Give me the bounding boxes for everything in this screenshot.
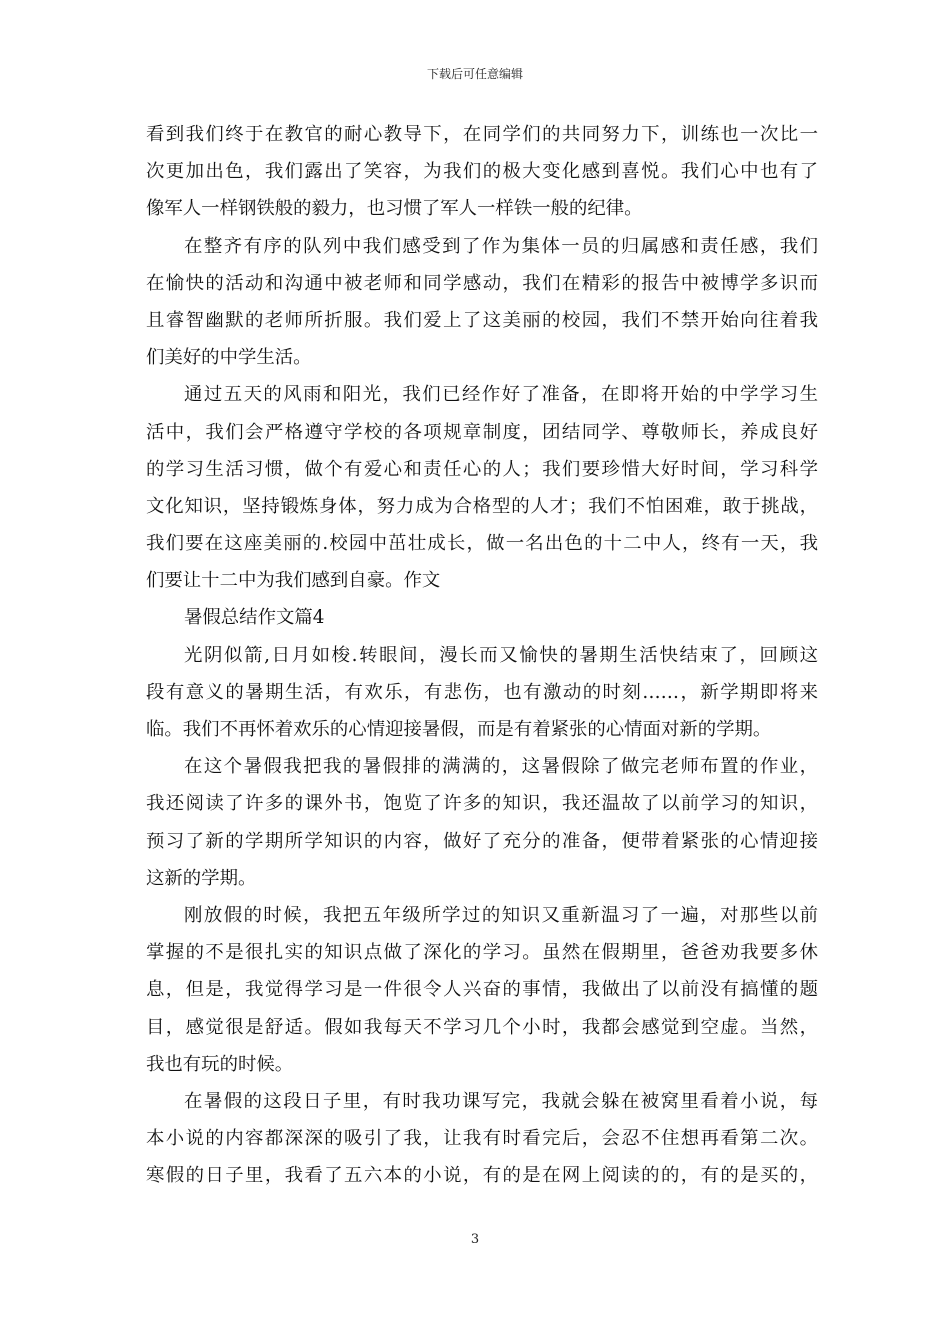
paragraph xyxy=(146,228,818,377)
text-line: 活中，我们会严格遵守学校的各项规章制度，团结同学、尊敬师长，养成良好 xyxy=(146,421,818,443)
text-line: 息，但是，我觉得学习是一件很令人兴奋的事情，我做出了以前没有搞懂的题 xyxy=(146,979,818,1001)
text-line: 在暑假的这段日子里，有时我功课写完，我就会躲在被窝里看着小说，每 xyxy=(184,1090,818,1112)
text-line: 次更加出色，我们露出了笑容，为我们的极大变化感到喜悦。我们心中也有了 xyxy=(146,161,818,183)
page-number: 3 xyxy=(470,1232,480,1247)
document-body xyxy=(146,116,818,1194)
text-line: 们美好的中学生活。 xyxy=(146,347,312,369)
text-line: 刚放假的时候，我把五年级所学过的知识又重新温习了一遍，对那些以前 xyxy=(184,904,818,926)
text-line: 通过五天的风雨和阳光，我们已经作好了准备，在即将开始的中学学习生 xyxy=(184,384,818,406)
text-line: 看到我们终于在教官的耐心教导下，在同学们的共同努力下，训练也一次比一 xyxy=(146,124,818,145)
text-line: 寒假的日子里，我看了五六本的小说，有的是在网上阅读的的，有的是买的， xyxy=(146,1165,818,1187)
text-line: 在整齐有序的队列中我们感受到了作为集体一员的归属感和责任感，我们 xyxy=(184,235,818,257)
paragraph xyxy=(146,1083,818,1195)
section-heading xyxy=(146,599,818,636)
text-line: 这新的学期。 xyxy=(146,867,257,889)
text-line: 在这个暑假我把我的暑假排的满满的，这暑假除了做完老师布置的作业， xyxy=(184,756,818,778)
text-line: 光阴似箭,日月如梭.转眼间，漫长而又愉快的暑期生活快结束了，回顾这 xyxy=(184,644,818,666)
text-line: 掌握的不是很扎实的知识点做了深化的学习。虽然在假期里，爸爸劝我要多休 xyxy=(146,942,818,964)
paragraph xyxy=(146,116,818,228)
text-line: 像军人一样钢铁般的毅力，也习惯了军人一样铁一般的纪律。 xyxy=(146,198,643,220)
text-line: 我还阅读了许多的课外书，饱览了许多的知识，我还温故了以前学习的知识， xyxy=(146,793,818,815)
text-line: 我们要在这座美丽的.校园中茁壮成长，做一名出色的十二中人，终有一天，我 xyxy=(146,533,818,555)
paragraph xyxy=(146,376,818,599)
heading-line: 暑假总结作文篇4 xyxy=(184,607,325,629)
text-line: 且睿智幽默的老师所折服。我们爱上了这美丽的校园，我们不禁开始向往着我 xyxy=(146,309,818,331)
paragraph xyxy=(146,897,818,1083)
text-line: 段有意义的暑期生活，有欢乐，有悲伤，也有激动的时刻……，新学期即将来 xyxy=(146,681,818,703)
text-line: 预习了新的学期所学知识的内容，做好了充分的准备，便带着紧张的心情迎接 xyxy=(146,830,818,852)
text-line: 本小说的内容都深深的吸引了我，让我有时看完后，会忍不住想再看第二次。 xyxy=(146,1128,818,1150)
text-line: 我也有玩的时候。 xyxy=(146,1053,294,1075)
text-line: 在愉快的活动和沟通中被老师和同学感动，我们在精彩的报告中被博学多识而 xyxy=(146,272,818,294)
text-line: 文化知识，坚持锻炼身体，努力成为合格型的人才；我们不怕困难，敢于挑战， xyxy=(146,495,818,517)
paragraph xyxy=(146,748,818,897)
text-line: 的学习生活习惯，做个有爱心和责任心的人；我们要珍惜大好时间，学习科学 xyxy=(146,458,818,480)
text-line: 临。我们不再怀着欢乐的心情迎接暑假，而是有着紧张的心情面对新的学期。 xyxy=(146,719,772,740)
paragraph xyxy=(146,637,818,749)
text-line: 目，感觉很是舒适。假如我每天不学习几个小时，我都会感觉到空虚。当然， xyxy=(146,1016,818,1038)
text-line: 们要让十二中为我们感到自豪。作文 xyxy=(146,570,441,592)
page-header: 下载后可任意编辑 xyxy=(426,67,523,81)
